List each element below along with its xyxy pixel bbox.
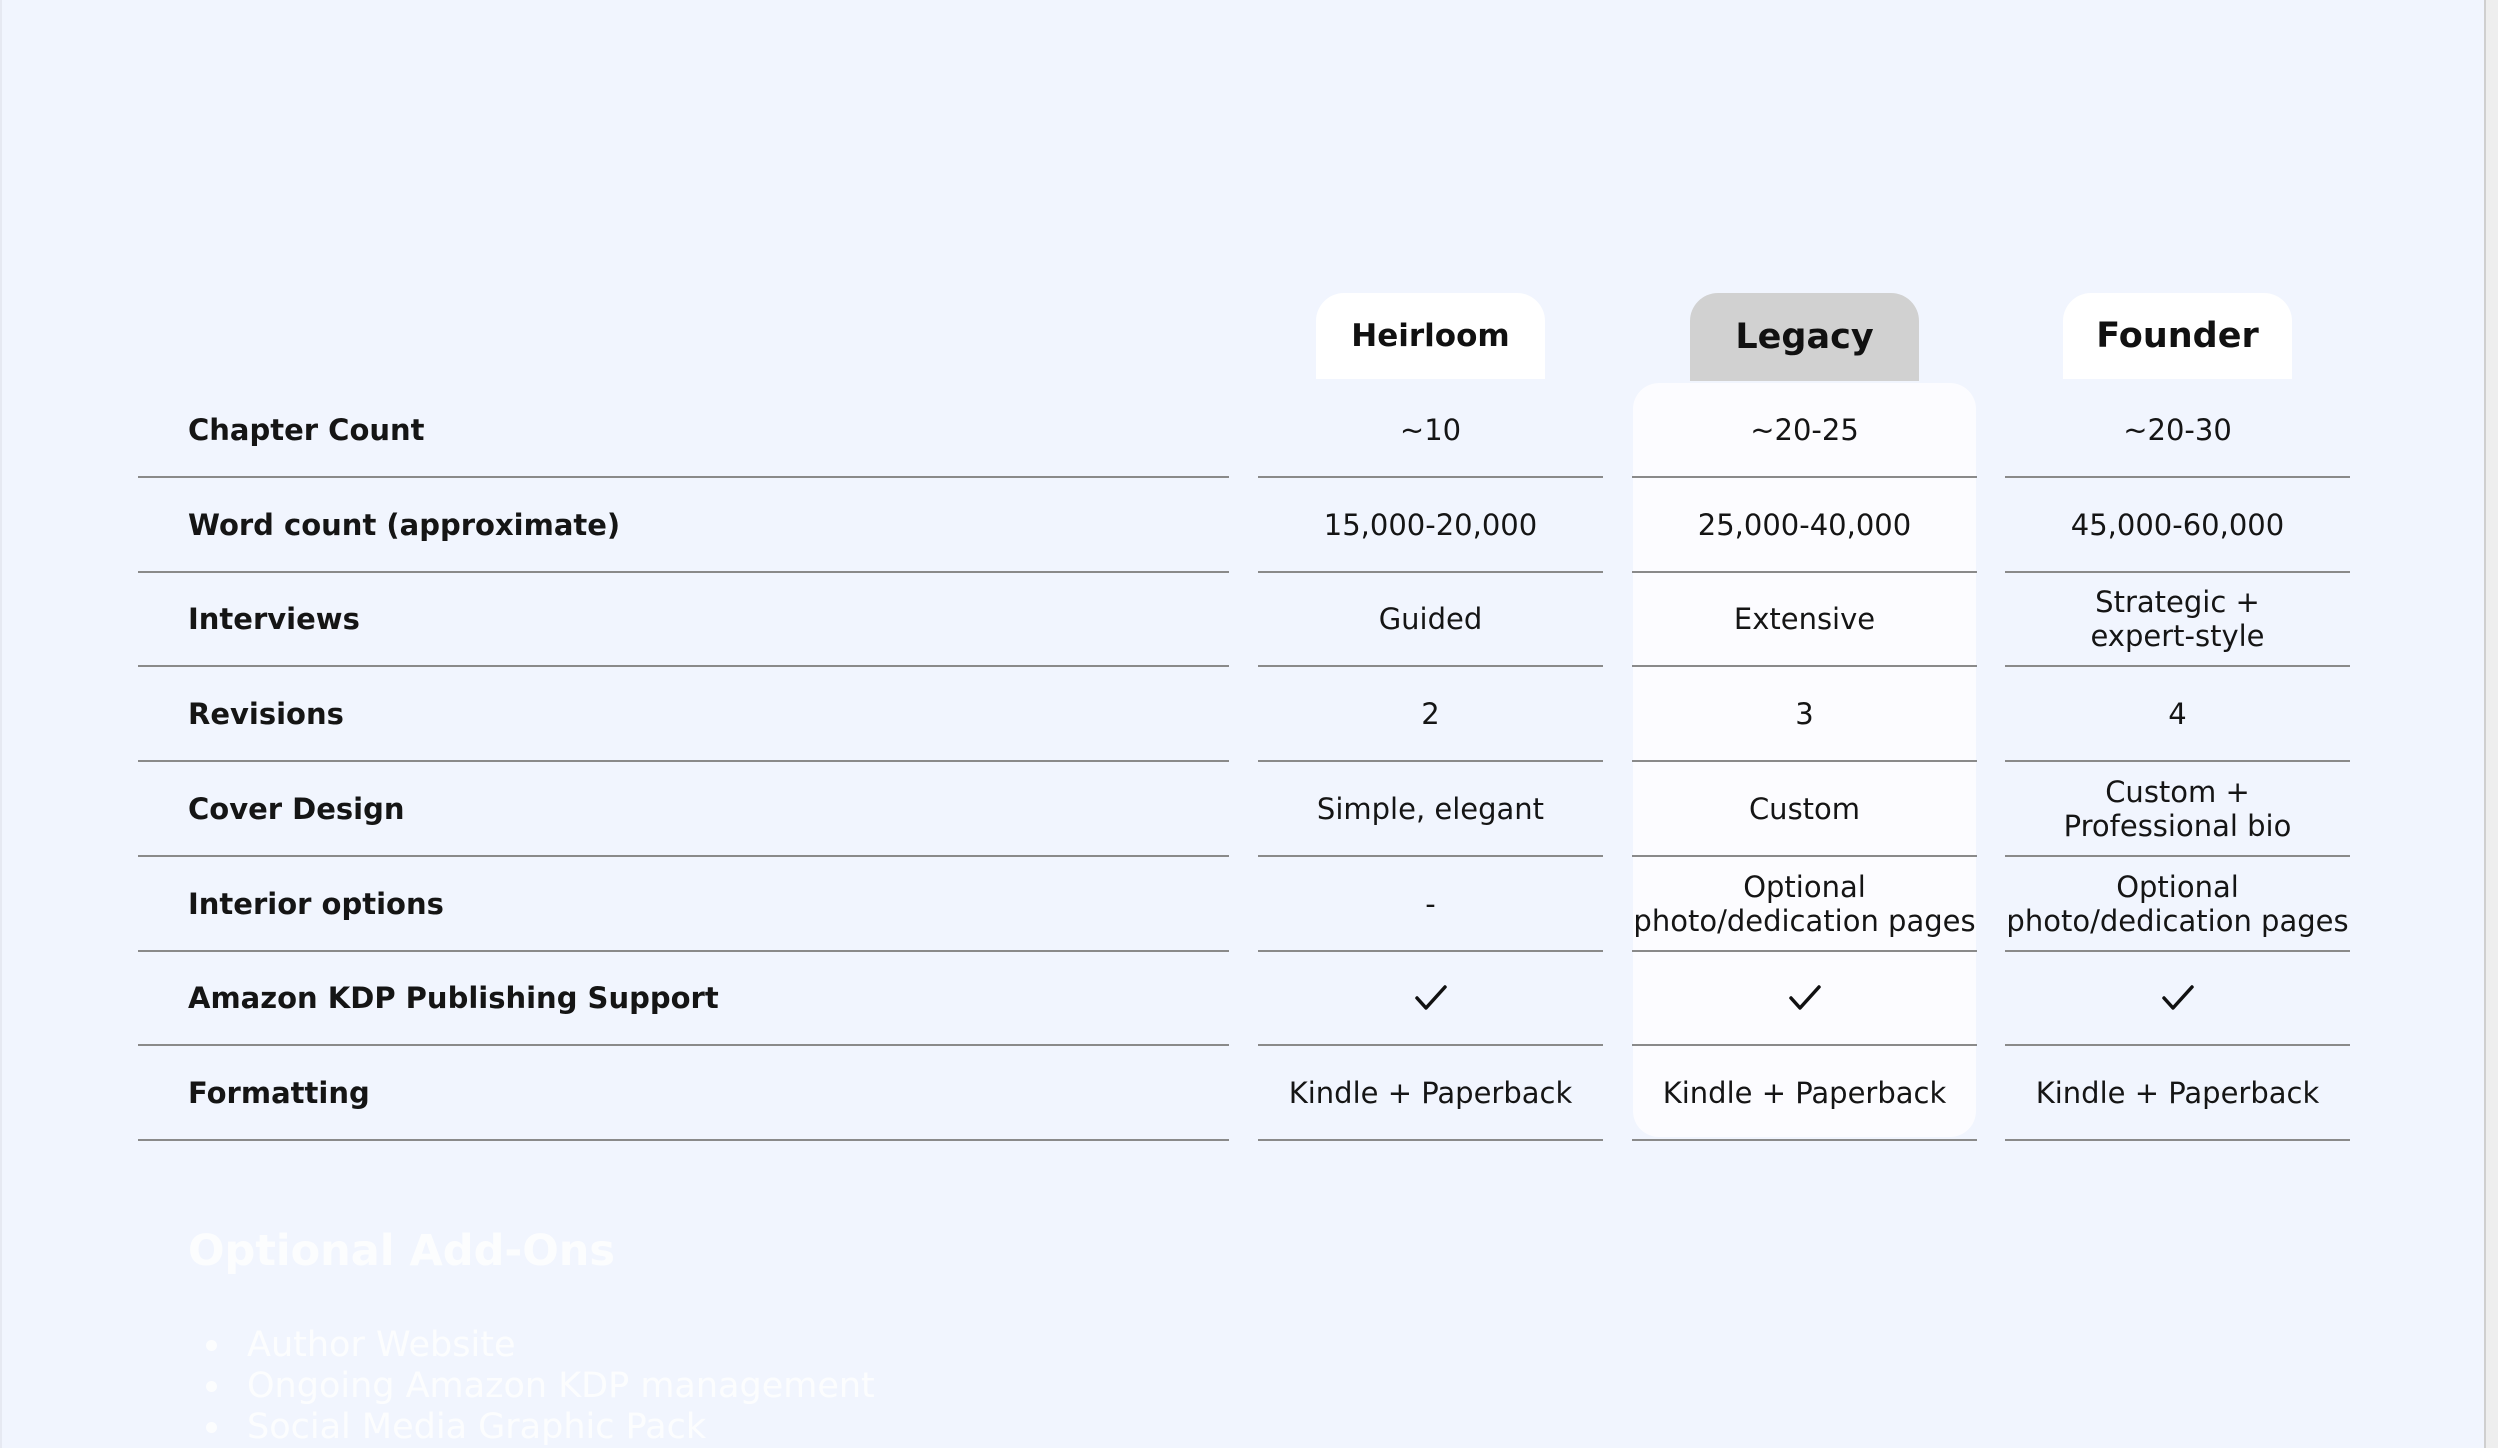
table-row: [0, 858, 2498, 952]
cell-text: Kindle + Paperback: [1288, 1076, 1573, 1110]
addons-title: Optional Add-Ons: [188, 1226, 615, 1276]
table-cell: [1632, 858, 1977, 952]
table-row: [0, 1047, 2498, 1141]
table-row: [0, 479, 2498, 573]
table-cell: [1258, 763, 1603, 857]
cell-text: 4: [2168, 697, 2187, 731]
table-cell: [2005, 1047, 2350, 1141]
cell-text: Simple, elegant: [1316, 792, 1545, 826]
table-row: [0, 952, 2498, 1046]
table-cell: [1258, 1047, 1603, 1141]
vertical-scrollbar[interactable]: [2484, 0, 2498, 1448]
addon-item: Ongoing Amazon KDP management: [188, 1366, 875, 1407]
cell-text: Custom: [1748, 792, 1861, 826]
table-cell: [2005, 668, 2350, 762]
cell-text: Kindle + Paperback: [2035, 1076, 2320, 1110]
cell-text: 15,000-20,000: [1323, 508, 1538, 542]
cell-text: Guided: [1378, 602, 1483, 636]
cell-text: ~20-30: [2123, 413, 2232, 447]
cell-text: 45,000-60,000: [2070, 508, 2285, 542]
table-cell: [2005, 763, 2350, 857]
row-label: Interviews: [138, 573, 1229, 667]
table-cell: [1632, 384, 1977, 478]
table-cell: [1258, 573, 1603, 667]
cell-text: Optional photo/dedication pages: [2006, 870, 2349, 938]
row-label: Interior options: [138, 858, 1229, 952]
check-icon: [1632, 952, 1977, 1046]
cell-text: Optional photo/dedication pages: [1633, 870, 1976, 938]
check-icon: [1258, 952, 1603, 1046]
addon-item: Author Website: [188, 1325, 875, 1366]
table-cell: [1632, 479, 1977, 573]
addons-list: [188, 1325, 875, 1448]
column-header-legacy: Legacy: [1690, 293, 1919, 381]
table-cell: [1258, 668, 1603, 762]
table-cell: [2005, 384, 2350, 478]
cell-text: Extensive: [1733, 602, 1876, 636]
cell-text: 3: [1795, 697, 1814, 731]
table-cell: [1632, 763, 1977, 857]
table-cell: [2005, 479, 2350, 573]
column-header-founder: Founder: [2063, 293, 2292, 379]
table-row: [0, 668, 2498, 762]
table-cell: [1632, 573, 1977, 667]
table-row: [0, 763, 2498, 857]
table-cell: [1632, 1047, 1977, 1141]
cell-text: ~10: [1399, 413, 1462, 447]
check-icon: [2005, 952, 2350, 1046]
cell-text: 2: [1421, 697, 1440, 731]
table-cell: [1632, 668, 1977, 762]
table-cell: [2005, 858, 2350, 952]
row-label: Revisions: [138, 668, 1229, 762]
table-cell: [2005, 573, 2350, 667]
cell-text: Strategic + expert-style: [2090, 585, 2265, 653]
row-label: Amazon KDP Publishing Support: [138, 952, 1229, 1046]
cell-text: 25,000-40,000: [1697, 508, 1912, 542]
cell-text: -: [1425, 887, 1436, 921]
row-label: Formatting: [138, 1047, 1229, 1141]
table-row: [0, 384, 2498, 478]
column-header-heirloom: Heirloom: [1316, 293, 1545, 379]
row-label: Chapter Count: [138, 384, 1229, 478]
cell-text: Custom + Professional bio: [2063, 775, 2292, 843]
row-label: Cover Design: [138, 763, 1229, 857]
table-cell: [1258, 384, 1603, 478]
cell-text: Kindle + Paperback: [1662, 1076, 1947, 1110]
row-label: Word count (approximate): [138, 479, 1229, 573]
table-cell: [1258, 479, 1603, 573]
table-cell: [1258, 858, 1603, 952]
table-row: [0, 573, 2498, 667]
addon-item: Social Media Graphic Pack: [188, 1407, 875, 1448]
cell-text: ~20-25: [1750, 413, 1859, 447]
